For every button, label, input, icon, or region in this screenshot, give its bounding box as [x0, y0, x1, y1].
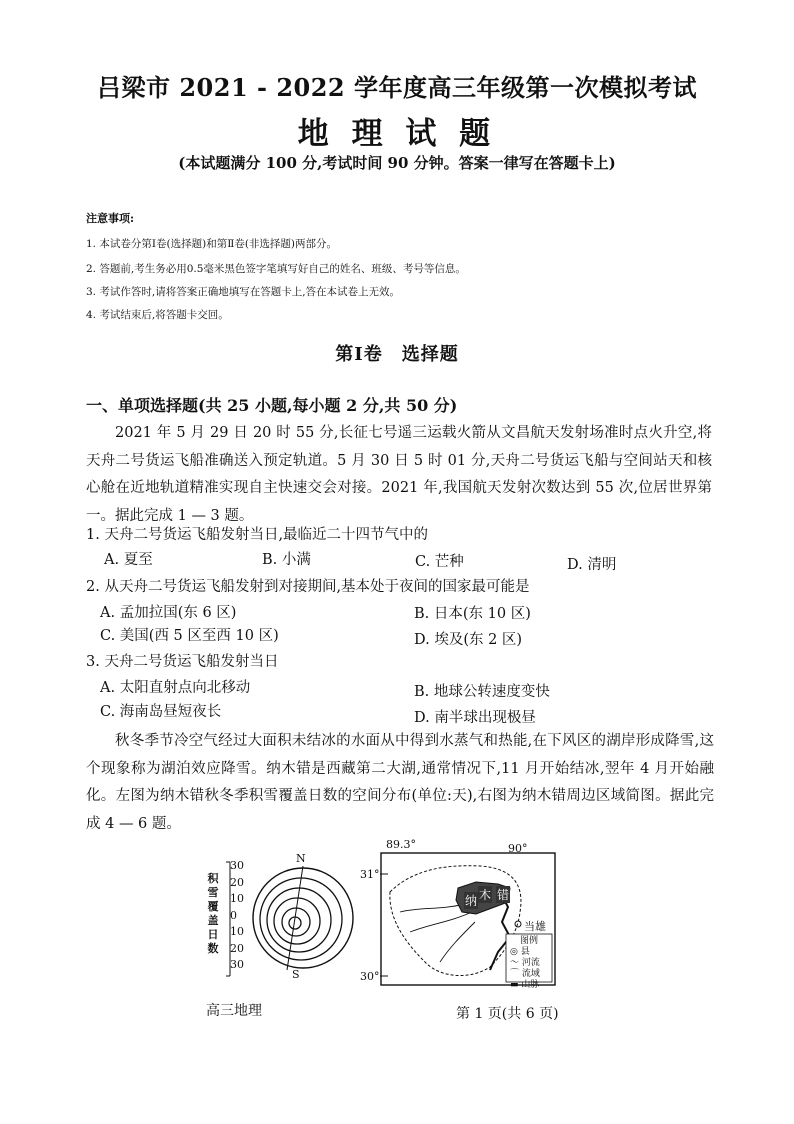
- legend-title: 图例: [520, 936, 539, 946]
- q1-option-c[interactable]: C. 芒种: [415, 554, 464, 570]
- q2-option-b[interactable]: B. 日本(东 10 区): [414, 606, 531, 622]
- q3-option-b[interactable]: B. 地球公转速度变快: [414, 684, 550, 700]
- note-item: 3. 考试作答时,请将答案正确地填写在答题卡上,答在本试卷上无效。: [86, 286, 401, 298]
- tick-label: 10: [230, 925, 244, 938]
- legend-watershed-label: 流域: [521, 969, 540, 979]
- q2-option-d[interactable]: D. 埃及(东 2 区): [414, 632, 523, 648]
- passage-2-text: 秋冬季节冷空气经过大面积未结冰的水面从中得到水蒸气和热能,在下风区的湖岸形成降雪,这个现象称为湖泊效应降雪。纳木错是西藏第二大湖,通常情况下,11 月开始结冰,翌年 4 月开始融化。左图为纳木错秋冬季积雪覆盖日数的空间分布(单位:天),右图为纳木错周边区域简图。据此完成 4 — 6 题。: [86, 733, 714, 832]
- legend-mountain-label: 山脉: [521, 980, 540, 990]
- lon-label-right: 90°: [508, 842, 528, 855]
- axis-char: 雪: [207, 886, 219, 899]
- snow-axis-label: [206, 872, 220, 956]
- question-2-stem: 2. 从天舟二号货运飞船发射到对接期间,基本处于夜间的国家最可能是: [86, 579, 530, 595]
- snow-cover-figure: [206, 854, 356, 984]
- axis-char: 盖: [207, 914, 219, 927]
- footer-subject: 高三地理: [206, 1003, 262, 1019]
- q1-option-b[interactable]: B. 小满: [262, 552, 311, 568]
- q1-option-a[interactable]: A. 夏至: [104, 552, 153, 568]
- axis-char: 数: [207, 942, 219, 955]
- legend-county-label: 县: [520, 947, 530, 957]
- passage-1: [86, 420, 712, 530]
- passage-1-text: 2021 年 5 月 29 日 20 时 55 分,长征七号遥三运载火箭从文昌航天发射场准时点火升空,将天舟二号货运飞船准确送入预定轨道。5 月 30 日 5 时 01 分,天舟二号货运飞船与空间站天和核心舱在近地轨道精准实现自主快速交会对接。2021 年,我国航天发射次数达到 55 次,位居世界第一。据此完成 1 — 3 题。: [86, 425, 712, 524]
- tick-label: 0: [230, 908, 237, 922]
- q3-option-c[interactable]: C. 海南岛昼短夜长: [100, 704, 222, 720]
- exam-title: 吕梁市 2021 - 2022 学年度高三年级第一次模拟考试: [97, 73, 697, 102]
- footer-page-number: 第 1 页(共 6 页): [456, 1006, 559, 1022]
- axis-char: 积: [207, 872, 219, 885]
- notes-heading: 注意事项:: [86, 212, 135, 225]
- legend-river-label: 河流: [521, 958, 540, 968]
- north-label: N: [296, 852, 306, 865]
- q3-option-d[interactable]: D. 南半球出现极昼: [414, 710, 536, 726]
- legend-mountain: ▬ 山脉: [510, 980, 540, 990]
- legend-county: ◎ 县: [510, 947, 530, 957]
- lake-label-na: 纳: [465, 894, 478, 908]
- q1-option-d[interactable]: D. 清明: [567, 557, 617, 573]
- tick-label: 10: [230, 892, 244, 905]
- axis-bracket: [224, 860, 232, 978]
- note-item: 4. 考试结束后,将答题卡交回。: [86, 309, 229, 321]
- snow-axis-ticks: [230, 858, 244, 974]
- passage-2: [86, 728, 714, 838]
- q2-option-c[interactable]: C. 美国(西 5 区至西 10 区): [100, 628, 279, 644]
- tick-label: 30: [230, 958, 244, 971]
- concentric-rings: [251, 866, 355, 970]
- tick-label: 20: [230, 875, 244, 889]
- tick-label: 30: [230, 859, 244, 872]
- lake-label-mu: 木: [479, 888, 492, 902]
- part-title: 一、单项选择题(共 25 小题,每小题 2 分,共 50 分): [86, 396, 458, 415]
- note-item: 1. 本试卷分第Ⅰ卷(选择题)和第Ⅱ卷(非选择题)两部分。: [86, 238, 338, 250]
- q3-option-a[interactable]: A. 太阳直射点向北移动: [100, 680, 251, 696]
- town-label: 当雄: [524, 920, 546, 933]
- legend-watershed: ⌒ 流域: [510, 969, 540, 979]
- lon-label-left: 89.3°: [386, 838, 416, 851]
- axis-char: 覆: [207, 900, 219, 913]
- lat-label-top: 31°: [360, 868, 380, 881]
- subject-title: 地 理 试 题: [297, 116, 497, 152]
- exam-instruction: (本试题满分 100 分,考试时间 90 分钟。答案一律写在答题卡上): [178, 154, 616, 172]
- note-item: 2. 答题前,考生务必用0.5毫米黑色签字笔填写好自己的姓名、班级、考号等信息。: [86, 263, 466, 275]
- lat-label-bottom: 30°: [360, 970, 380, 983]
- question-1-stem: 1. 天舟二号货运飞船发射当日,最临近二十四节气中的: [86, 527, 429, 543]
- map-legend: [510, 936, 540, 991]
- question-3-stem: 3. 天舟二号货运飞船发射当日: [86, 654, 279, 670]
- q2-option-a[interactable]: A. 孟加拉国(东 6 区): [100, 605, 237, 621]
- lake-label-cuo: 错: [497, 888, 510, 902]
- south-label: S: [292, 968, 300, 981]
- legend-river: 〜 河流: [510, 958, 540, 968]
- axis-char: 日: [207, 928, 219, 941]
- section-title: 第Ⅰ卷 选择题: [335, 344, 459, 365]
- tick-label: 20: [230, 941, 244, 955]
- namco-map-figure: [358, 838, 558, 988]
